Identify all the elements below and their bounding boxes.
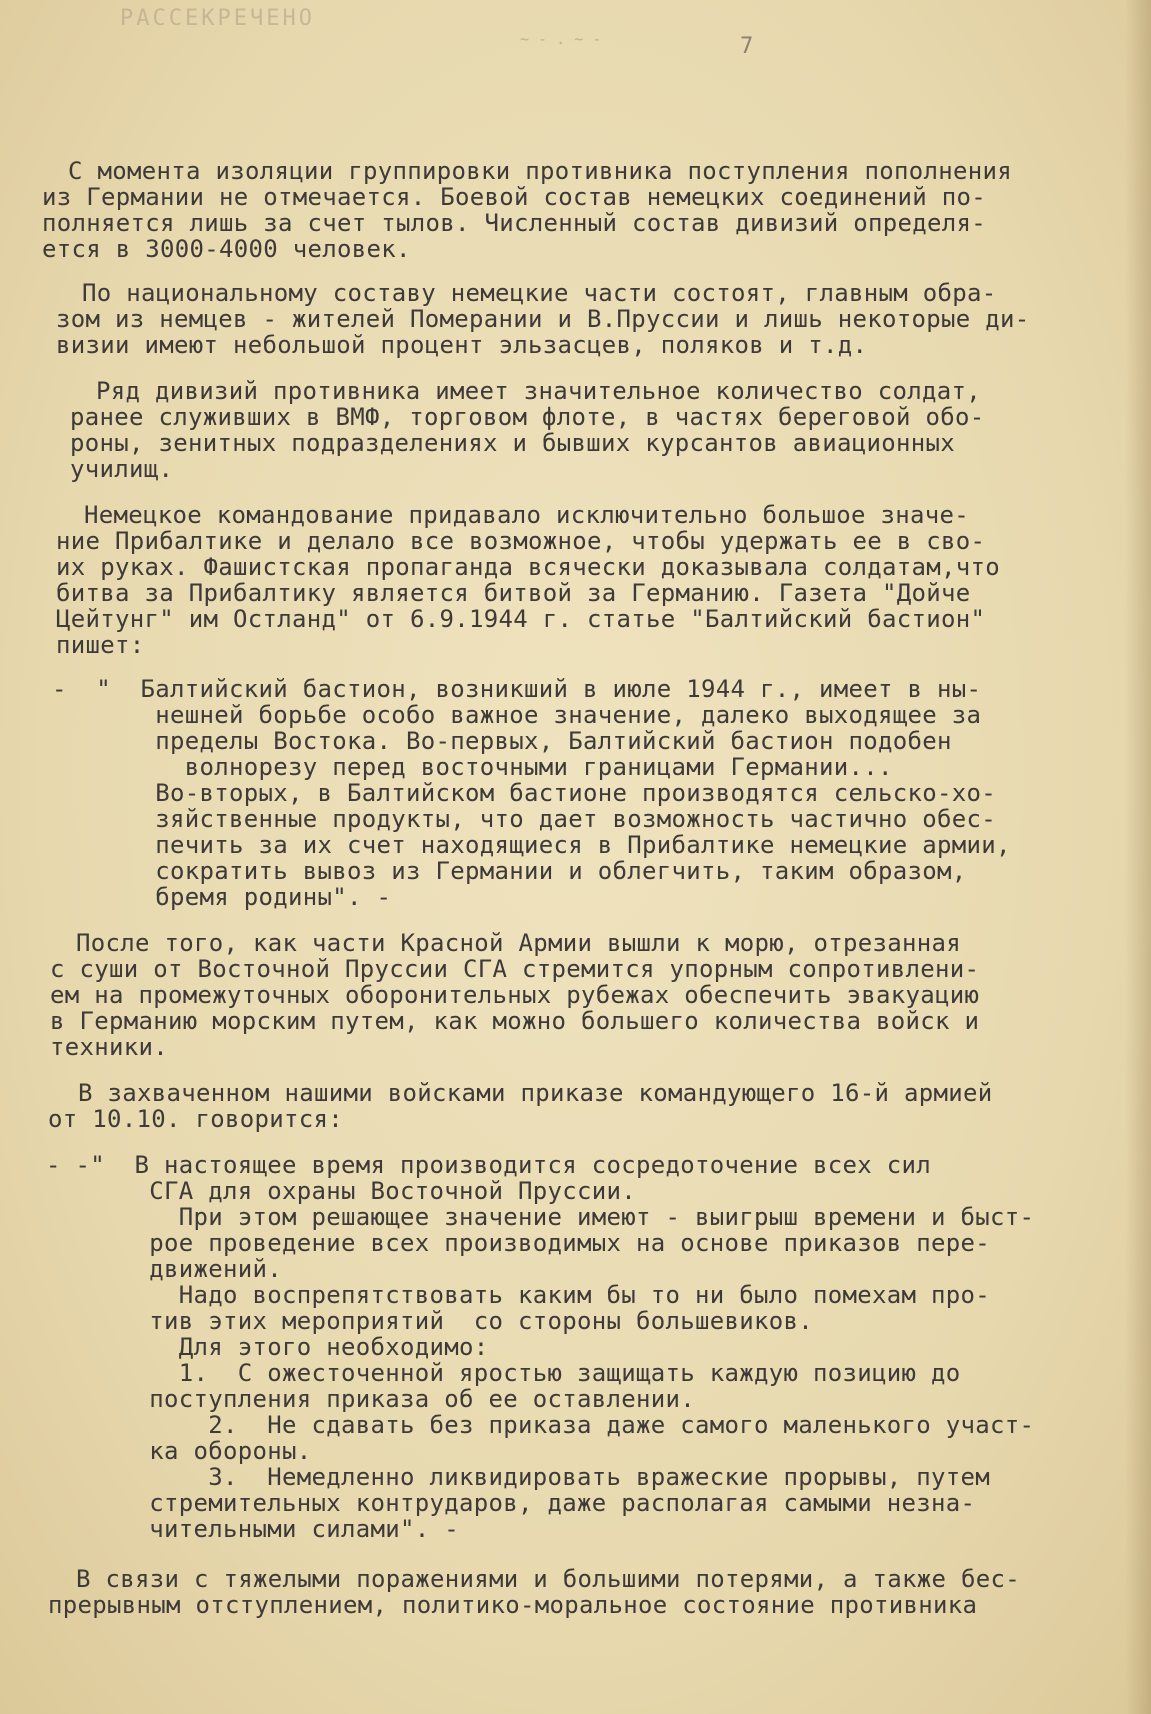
quote-line: Надо воспрепятствовать каким бы то ни было помехам про- [46,1281,990,1309]
text-line: пишет: [56,631,145,659]
faint-handwritten-mark: ~ - . ~ - [520,30,602,48]
quote-line: нешней борьбе особо важное значение, далеко выходящее за [52,701,982,729]
text-line: Ряд дивизий противника имеет значительное количество солдат, [96,377,981,405]
text-line: ется в 3000-4000 человек. [42,235,411,263]
quote-line: Во-вторых, в Балтийском бастионе производятся сельско-хо- [52,779,996,807]
text-line: полняется лишь за счет тылов. Численный состав дивизий определя- [42,209,986,237]
quote-line: ка обороны. [46,1437,312,1465]
text-line: прерывным отступлением, политико-моральное состояние противника [48,1591,978,1619]
quote-line: - -" В настоящее время производится сосредоточение всех сил [46,1151,931,1179]
text-line: роны, зенитных подразделениях и бывших курсантов авиационных [70,429,955,457]
quote-line: 2. Не сдавать без приказа даже самого маленького участ- [46,1411,1035,1439]
quote-line: зяйственные продукты, что дает возможность частично обес- [52,805,996,833]
quote-line: При этом решающее значение имеют - выигрыш времени и быст- [46,1203,1035,1231]
text-line: ние Прибалтике и делало все возможное, чтобы удержать ее в сво- [56,527,986,555]
quote-line: 1. С ожесточенной яростью защищать каждую позицию до [46,1359,961,1387]
text-line: С момента изоляции группировки противника поступления пополнения [68,157,1012,185]
quote-line: бремя родины". - [52,883,392,911]
text-line: После того, как части Красной Армии вышли к морю, отрезанная [76,929,961,957]
quote-line: СГА для охраны Восточной Пруссии. [46,1177,636,1205]
quote-line: стремительных контрударов, даже располагая самыми незна- [46,1489,976,1517]
text-line: от 10.10. говорится: [48,1105,343,1133]
text-line: В связи с тяжелыми поражениями и большими потерями, а также бес- [76,1565,1020,1593]
text-line: ем на промежуточных оборонительных рубежах обеспечить эвакуацию [50,981,980,1009]
text-line: зом из немцев - жителей Померании и В.Пруссии и лишь некоторые ди- [56,305,1030,333]
quote-line: печить за их счет находящиеся в Прибалтике немецкие армии, [52,831,1011,859]
text-line: Немецкое командование придавало исключительно большое значе- [84,501,969,529]
text-line: с суши от Восточной Пруссии СГА стремится упорным сопротивлени- [50,955,980,983]
quote-line: тив этих мероприятий со стороны большевиков. [46,1307,813,1335]
quote-line: поступления приказа об ее оставлении. [46,1385,695,1413]
declassified-stamp: РАССЕКРЕЧЕНО [120,6,315,31]
text-line: училищ. [70,455,174,483]
text-line: ранее служивших в ВМФ, торговом флоте, в частях береговой обо- [70,403,985,431]
quote-line: 3. Немедленно ликвидировать вражеские прорывы, путем [46,1463,990,1491]
quote-line: Для этого необходимо: [46,1333,489,1361]
quote-line: сократить вывоз из Германии и облегчить, таким образом, [52,857,967,885]
quote-line: движений. [46,1255,282,1283]
quote-line: рое проведение всех производимых на основе приказов пере- [46,1229,990,1257]
quote-line: чительными силами". - [46,1515,459,1543]
text-line: их руках. Фашистская пропаганда всячески доказывала солдатам,что [56,553,1000,581]
text-line: По национальному составу немецкие части состоят, главным обра- [82,279,997,307]
quote-line: - " Балтийский бастион, возникший в июле 1944 г., имеет в ны- [52,675,982,703]
text-line: визии имеют небольшой процент эльзасцев, поляков и т.д. [56,331,868,359]
text-line: битва за Прибалтику является битвой за Германию. Газета "Дойче [56,579,971,607]
text-line: в Германию морским путем, как можно большего количества войск и [50,1007,980,1035]
text-line: из Германии не отмечается. Боевой состав немецких соединений по- [42,183,986,211]
text-line: Цейтунг" им Остланд" от 6.9.1944 г. статье "Балтийский бастион" [56,605,986,633]
text-line: В захваченном нашими войсками приказе командующего 16-й армией [78,1079,993,1107]
quote-line: пределы Востока. Во-первых, Балтийский бастион подобен [52,727,952,755]
text-line: техники. [50,1033,168,1061]
quote-line: волнорезу перед восточными границами Германии... [52,753,893,781]
page-number: 7 [740,34,754,59]
